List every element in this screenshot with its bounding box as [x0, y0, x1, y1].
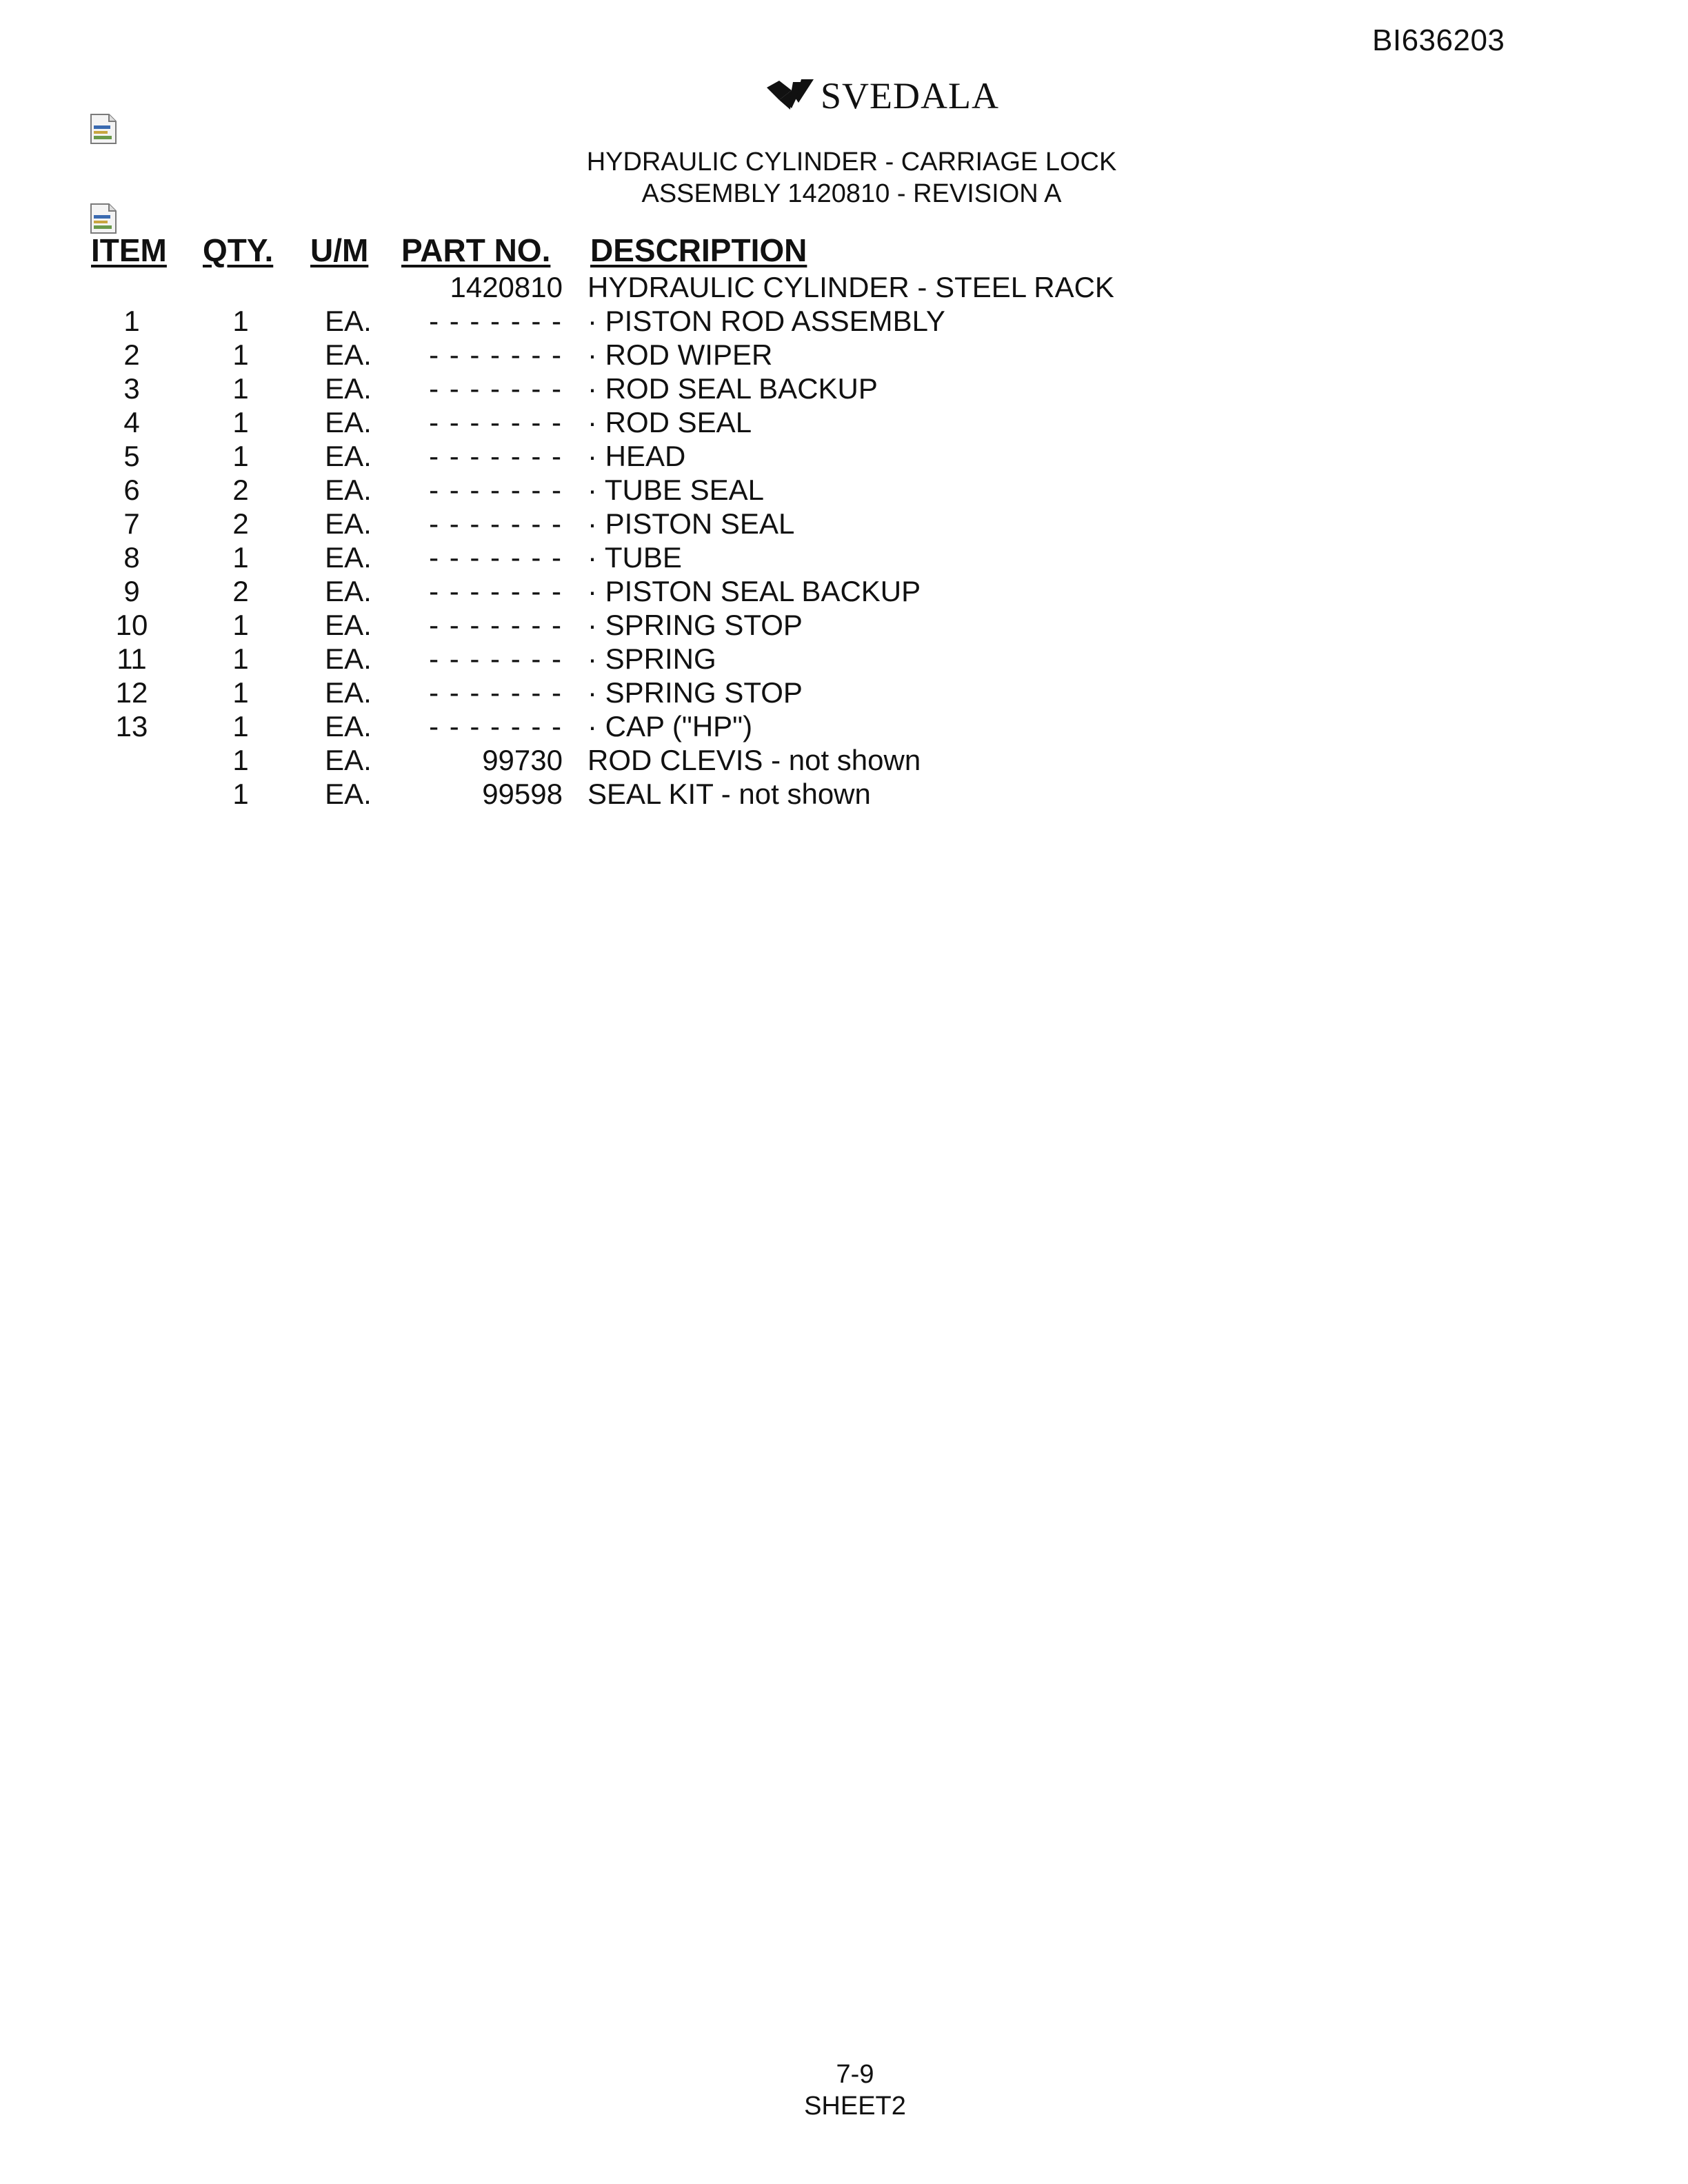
row-um: EA.: [325, 744, 372, 776]
page-number: 7-9: [836, 2060, 874, 2089]
row-description: ROD CLEVIS - not shown: [587, 744, 921, 776]
row-part-no: - - - - - - -: [429, 338, 563, 371]
logo-text: SVEDALA: [821, 75, 999, 117]
table-header-row: [0, 230, 1241, 270]
row-item: 6: [123, 474, 140, 506]
header-item: ITEM: [91, 232, 167, 268]
row-part-no: 99730: [482, 744, 563, 776]
table-row: [0, 338, 1241, 372]
row-part-no: - - - - - - -: [429, 406, 563, 438]
row-qty: 1: [232, 372, 249, 405]
row-um: EA.: [325, 440, 372, 472]
row-description: · SPRING STOP: [587, 676, 803, 709]
row-part-no: 1420810: [450, 271, 563, 303]
page-footer: [0, 2059, 1688, 2122]
table-row: [0, 270, 1241, 304]
row-um: EA.: [325, 507, 372, 540]
row-part-no: - - - - - - -: [429, 609, 563, 641]
row-item: 10: [115, 609, 148, 641]
svedala-diamond-logo-icon: [765, 78, 816, 114]
row-um: EA.: [325, 575, 372, 607]
table-row: [0, 507, 1241, 540]
row-description: · PISTON SEAL BACKUP: [587, 575, 921, 607]
row-um: EA.: [325, 778, 372, 810]
table-row: [0, 642, 1241, 676]
title-line-2: ASSEMBLY 1420810 - REVISION A: [641, 179, 1062, 208]
row-description: · SPRING STOP: [587, 609, 803, 641]
row-um: EA.: [325, 676, 372, 709]
row-um: EA.: [325, 710, 372, 742]
header-description: DESCRIPTION: [590, 232, 807, 268]
row-qty: 1: [232, 609, 249, 641]
row-part-no: - - - - - - -: [429, 575, 563, 607]
row-description: HYDRAULIC CYLINDER - STEEL RACK: [587, 271, 1114, 303]
row-um: EA.: [325, 338, 372, 371]
row-item: 3: [123, 372, 140, 405]
table-row: [0, 439, 1241, 473]
svedala-logo: [765, 72, 999, 120]
row-description: · TUBE SEAL: [587, 474, 764, 506]
parts-list-table: [0, 230, 1241, 811]
row-qty: 1: [232, 440, 249, 472]
row-part-no: - - - - - - -: [429, 507, 563, 540]
row-um: EA.: [325, 643, 372, 675]
row-part-no: - - - - - - -: [429, 372, 563, 405]
row-description: · ROD SEAL BACKUP: [587, 372, 878, 405]
row-item: 12: [115, 676, 148, 709]
row-part-no: - - - - - - -: [429, 676, 563, 709]
table-row: [0, 743, 1241, 777]
table-row: [0, 540, 1241, 574]
row-part-no: - - - - - - -: [429, 710, 563, 742]
row-description: · HEAD: [587, 440, 686, 472]
row-qty: 1: [232, 778, 249, 810]
table-row: [0, 709, 1241, 743]
table-row: [0, 777, 1241, 811]
row-item: 1: [123, 305, 140, 337]
row-qty: 2: [232, 575, 249, 607]
row-um: EA.: [325, 406, 372, 438]
sheet-label: SHEET2: [804, 2092, 906, 2121]
row-item: 8: [123, 541, 140, 574]
row-item: 11: [117, 643, 147, 675]
document-title: [0, 146, 1688, 210]
row-item: 13: [115, 710, 148, 742]
row-description: · PISTON ROD ASSEMBLY: [587, 305, 945, 337]
row-qty: 1: [232, 710, 249, 742]
row-description: · PISTON SEAL: [587, 507, 795, 540]
row-um: EA.: [325, 305, 372, 337]
row-um: EA.: [325, 372, 372, 405]
table-row: [0, 608, 1241, 642]
row-description: · ROD WIPER: [587, 338, 773, 371]
row-um: EA.: [325, 541, 372, 574]
row-qty: 2: [232, 507, 249, 540]
row-qty: 2: [232, 474, 249, 506]
row-part-no: - - - - - - -: [429, 541, 563, 574]
table-row: [0, 676, 1241, 709]
header-qty: QTY.: [203, 232, 274, 268]
row-qty: 1: [232, 541, 249, 574]
row-qty: 1: [232, 406, 249, 438]
table-row: [0, 574, 1241, 608]
row-item: 4: [123, 406, 140, 438]
document-file-icon[interactable]: [90, 113, 117, 145]
header-part-no: PART NO.: [401, 232, 551, 268]
row-um: EA.: [325, 474, 372, 506]
row-qty: 1: [232, 305, 249, 337]
row-um: EA.: [325, 609, 372, 641]
row-description: · TUBE: [587, 541, 682, 574]
table-row: [0, 304, 1241, 338]
table-row: [0, 405, 1241, 439]
row-part-no: - - - - - - -: [429, 643, 563, 675]
row-item: 5: [123, 440, 140, 472]
row-qty: 1: [232, 744, 249, 776]
row-description: · ROD SEAL: [587, 406, 752, 438]
row-description: · CAP ("HP"): [587, 710, 753, 742]
row-item: 7: [123, 507, 140, 540]
row-qty: 1: [232, 643, 249, 675]
row-part-no: - - - - - - -: [429, 440, 563, 472]
table-row: [0, 372, 1241, 405]
title-line-1: HYDRAULIC CYLINDER - CARRIAGE LOCK: [586, 148, 1117, 176]
row-item: 9: [123, 575, 140, 607]
header-um: U/M: [310, 232, 369, 268]
row-item: 2: [123, 338, 140, 371]
row-part-no: 99598: [482, 778, 563, 810]
row-description: · SPRING: [587, 643, 716, 675]
row-description: SEAL KIT - not shown: [587, 778, 871, 810]
row-part-no: - - - - - - -: [429, 474, 563, 506]
row-part-no: - - - - - - -: [429, 305, 563, 337]
row-qty: 1: [232, 676, 249, 709]
table-row: [0, 473, 1241, 507]
document-id: BI636203: [1372, 23, 1505, 57]
row-qty: 1: [232, 338, 249, 371]
